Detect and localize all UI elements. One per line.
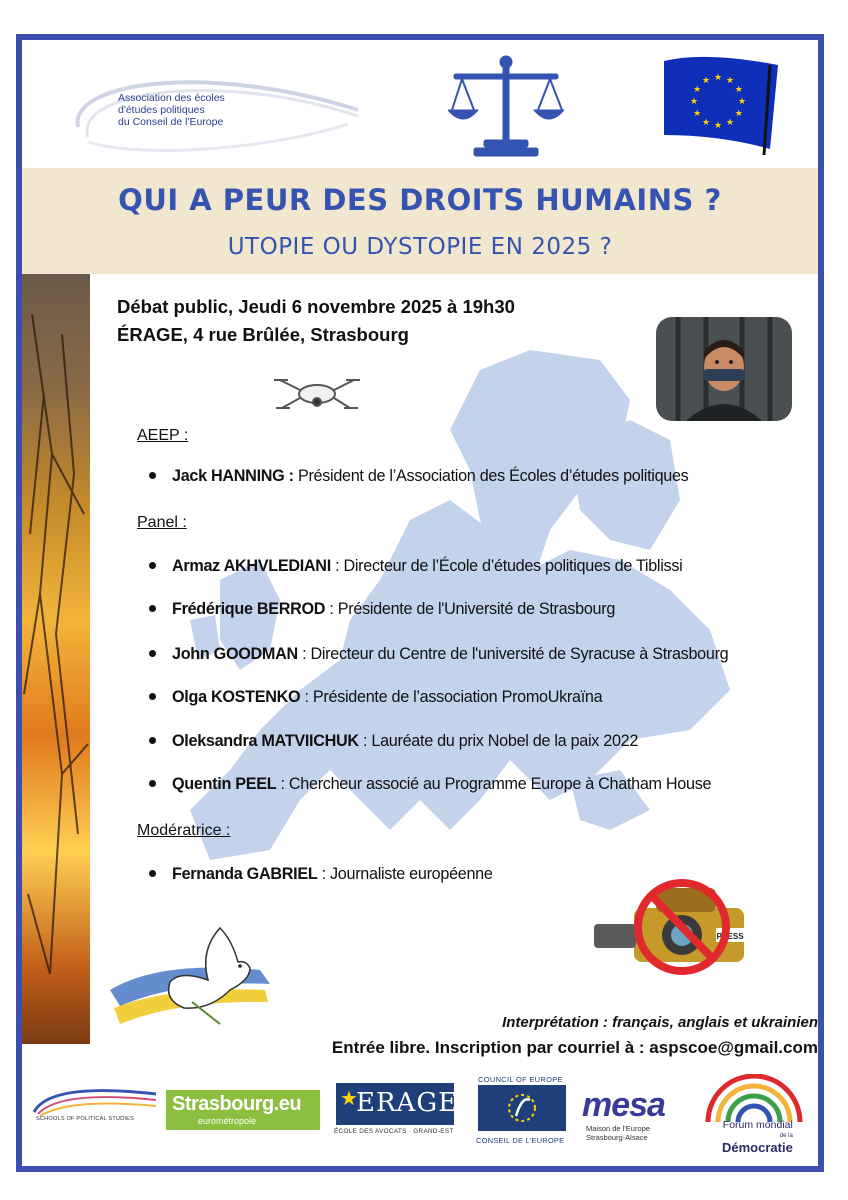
coe-logo-bottom: CONSEIL DE L'EUROPE [476, 1136, 565, 1145]
association-line-2: d'études politiques [118, 104, 205, 116]
mesa-logo-sub [586, 1124, 650, 1142]
peace-dove-image [100, 920, 280, 1032]
section-panel: Panel : [137, 514, 187, 531]
person-item [149, 600, 615, 619]
event-location: ÉRAGE, 4 rue Brûlée, Strasbourg [117, 324, 409, 345]
person-role: : Présidente de l’association PromoUkraïna [300, 688, 603, 706]
erage-logo-sub: ÉCOLE DES AVOCATS · GRAND-EST [334, 1128, 454, 1135]
bullet-icon [149, 562, 156, 569]
person-role: Président de l’Association des Écoles d’études politiques [293, 467, 689, 485]
person-role: : Lauréate du prix Nobel de la paix 2022 [358, 732, 639, 750]
bullet-icon [149, 737, 156, 744]
bullet-icon [149, 693, 156, 700]
interpretation-info: Interprétation : français, anglais et ukrainien [502, 1014, 818, 1031]
person-item [149, 865, 493, 884]
press-label: PRESS [716, 932, 744, 941]
person-name: Olga KOSTENKO [172, 688, 301, 706]
eu-star-icon: ★ [734, 84, 743, 94]
association-line-3: du Conseil de l'Europe [118, 116, 224, 128]
person-name: Oleksandra MATVIICHUK [172, 732, 359, 750]
fmd-line-3: Démocratie [722, 1140, 793, 1155]
eu-star-icon: ★ [713, 72, 723, 82]
person-item [149, 467, 688, 486]
association-line-1: Association des écoles [118, 92, 225, 104]
eu-star-icon: ★ [725, 75, 735, 86]
poster-subtitle: UTOPIE OU DYSTOPIE EN 2025 ? [227, 234, 613, 260]
bullet-icon [149, 650, 156, 657]
person-name: Fernanda GABRIEL [172, 865, 318, 883]
wildfire-image [22, 274, 90, 1044]
person-role: : Journaliste européenne [317, 865, 493, 883]
prisoner-image [656, 317, 792, 421]
event-date: Débat public, Jeudi 6 novembre 2025 à 19h30 [117, 296, 515, 317]
eu-star-icon: ★ [713, 120, 723, 130]
person-item [149, 645, 728, 664]
eu-star-icon: ★ [734, 108, 743, 118]
person-name: Jack HANNING : [172, 467, 294, 485]
coe-emblem-icon [500, 1090, 544, 1126]
person-role: : Chercheur associé au Programme Europe à Chatham House [276, 775, 712, 793]
strasbourg-logo-text: Strasbourg.eu [172, 1093, 302, 1115]
eu-star-icon: ★ [689, 96, 699, 106]
person-item [149, 557, 682, 576]
eu-star-icon: ★ [701, 75, 711, 86]
bullet-icon [149, 780, 156, 787]
sps-logo-text: SCHOOLS OF POLITICAL STUDIES [36, 1116, 135, 1122]
fmd-line-1: Forum mondial [722, 1119, 793, 1131]
schools-of-political-studies-logo [30, 1076, 160, 1118]
eu-star-icon: ★ [701, 116, 711, 127]
person-name: Frédérique BERROD [172, 600, 326, 618]
forum-democratie-logo-text [722, 1120, 793, 1153]
bullet-icon [149, 870, 156, 877]
section-aeep: AEEP : [137, 427, 189, 444]
person-name: John GOODMAN [172, 645, 298, 663]
mesa-logo-text: mesa [582, 1086, 665, 1124]
scales-of-justice-icon [448, 48, 564, 160]
fmd-line-2: de la [779, 1133, 793, 1139]
person-item [149, 775, 711, 794]
person-role: : Présidente de l'Université de Strasbourg [325, 600, 616, 618]
person-item [149, 688, 602, 707]
strasbourg-logo-sub: eurométropole [198, 1116, 257, 1126]
poster-title: QUI A PEUR DES DROITS HUMAINS ? [118, 183, 722, 217]
registration-info: Entrée libre. Inscription par courriel à : aspscoe@gmail.com [331, 1038, 818, 1057]
section-moderatrice: Modératrice : [137, 822, 231, 839]
forum-democratie-logo-icon [698, 1074, 810, 1124]
erage-star-icon: ★ [340, 1088, 358, 1110]
person-role: : Directeur du Centre de l'université de Syracuse à Strasbourg [297, 645, 729, 663]
mesa-sub-line-2: Strasbourg-Alsace [586, 1133, 648, 1142]
bullet-icon [149, 472, 156, 479]
eu-star-icon: ★ [737, 96, 747, 106]
person-name: Armaz AKHVLEDIANI [172, 557, 331, 575]
eu-flag-icon [660, 55, 780, 155]
eu-star-icon: ★ [693, 108, 702, 118]
person-role: : Directeur de l’École d’études politiques de Tiblissi [330, 557, 683, 575]
mesa-sub-line-1: Maison de l'Europe [586, 1124, 650, 1133]
eu-star-icon: ★ [725, 116, 735, 127]
person-item [149, 732, 638, 751]
eu-star-icon: ★ [693, 84, 702, 94]
person-name: Quentin PEEL [172, 775, 277, 793]
no-press-camera-icon [590, 872, 776, 982]
erage-logo-text: ERAGE [356, 1088, 459, 1118]
bullet-icon [149, 605, 156, 612]
association-name [118, 92, 225, 128]
coe-logo-top: COUNCIL OF EUROPE [478, 1075, 563, 1084]
drone-icon [272, 370, 362, 418]
